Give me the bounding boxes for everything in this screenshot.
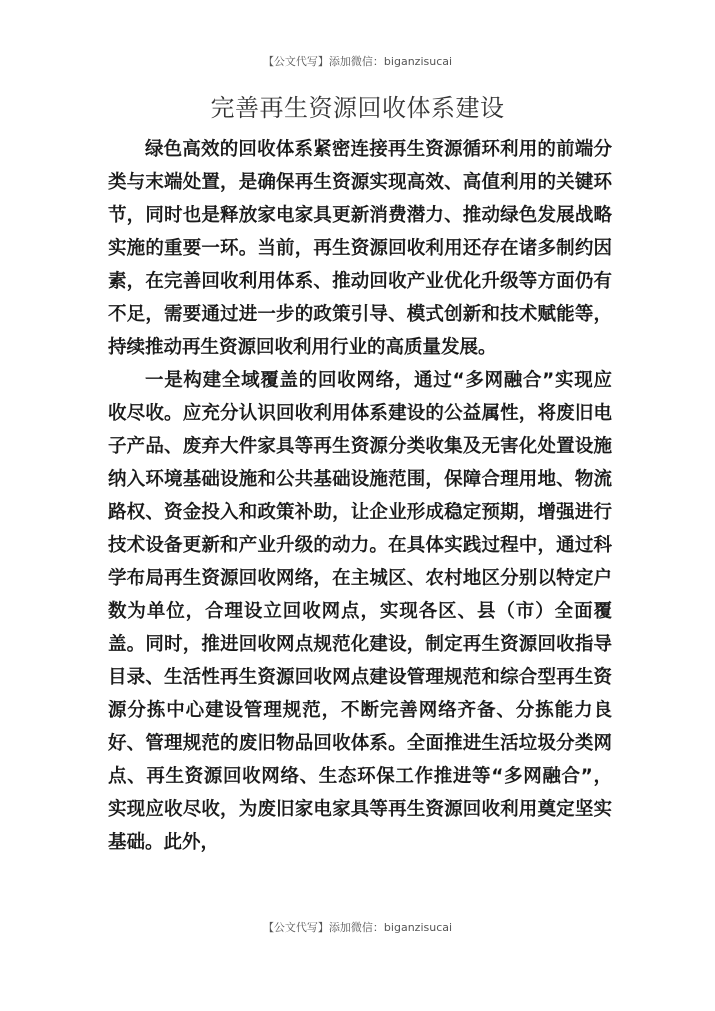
document-body bbox=[108, 133, 612, 859]
header-note: 【公文代写】添加微信：biganzisucai bbox=[262, 55, 453, 68]
paragraph-intro: 绿色高效的回收体系紧密连接再生资源循环利用的前端分类与末端处置，是确保再生资源实现高效、高值利用的关键环节，同时也是释放家电家具更新消费潜力、推动绿色发展战略实施的重要一环。当前，再生资源回收利用还存在诸多制约因素，在完善回收利用体系、推动回收产业优化升级等方面仍有不足，需要通过进一步的政策引导、模式创新和技术赋能等，持续推动再生资源回收利用行业的高质量发展。 bbox=[108, 139, 612, 358]
footer-note: 【公文代写】添加微信：biganzisucai bbox=[262, 921, 453, 934]
document-title: 完善再生资源回收体系建设 bbox=[210, 94, 505, 122]
paragraph-point-one: 一是构建全域覆盖的回收网络，通过“多网融合”实现应收尽收。应充分认识回收利用体系建设的公益属性，将废旧电子产品、废弃大件家具等再生资源分类收集及无害化处置设施纳入环境基础设施和公共基础设施范围，保障合理用地、物流路权、资金投入和政策补助，让企业形成稳定预期，增强进行技术设备更新和产业升级的动力。在具体实践过程中，通过科学布局再生资源回收网络，在主城区、农村地区分别以特定户数为单位，合理设立回收网点，实现各区、县（市）全面覆盖。同时，推进回收网点规范化建设，制定再生资源回收指导目录、生活性再生资源回收网点建设管理规范和综合型再生资源分拣中心建设管理规范，不断完善网络齐备、分拣能力良好、管理规范的废旧物品回收体系。全面推进生活垃圾分类网点、再生资源回收网络、生态环保工作推进等“多网融合”，实现应收尽收，为废旧家电家具等再生资源回收利用奠定坚实基础。此外， bbox=[108, 370, 612, 853]
